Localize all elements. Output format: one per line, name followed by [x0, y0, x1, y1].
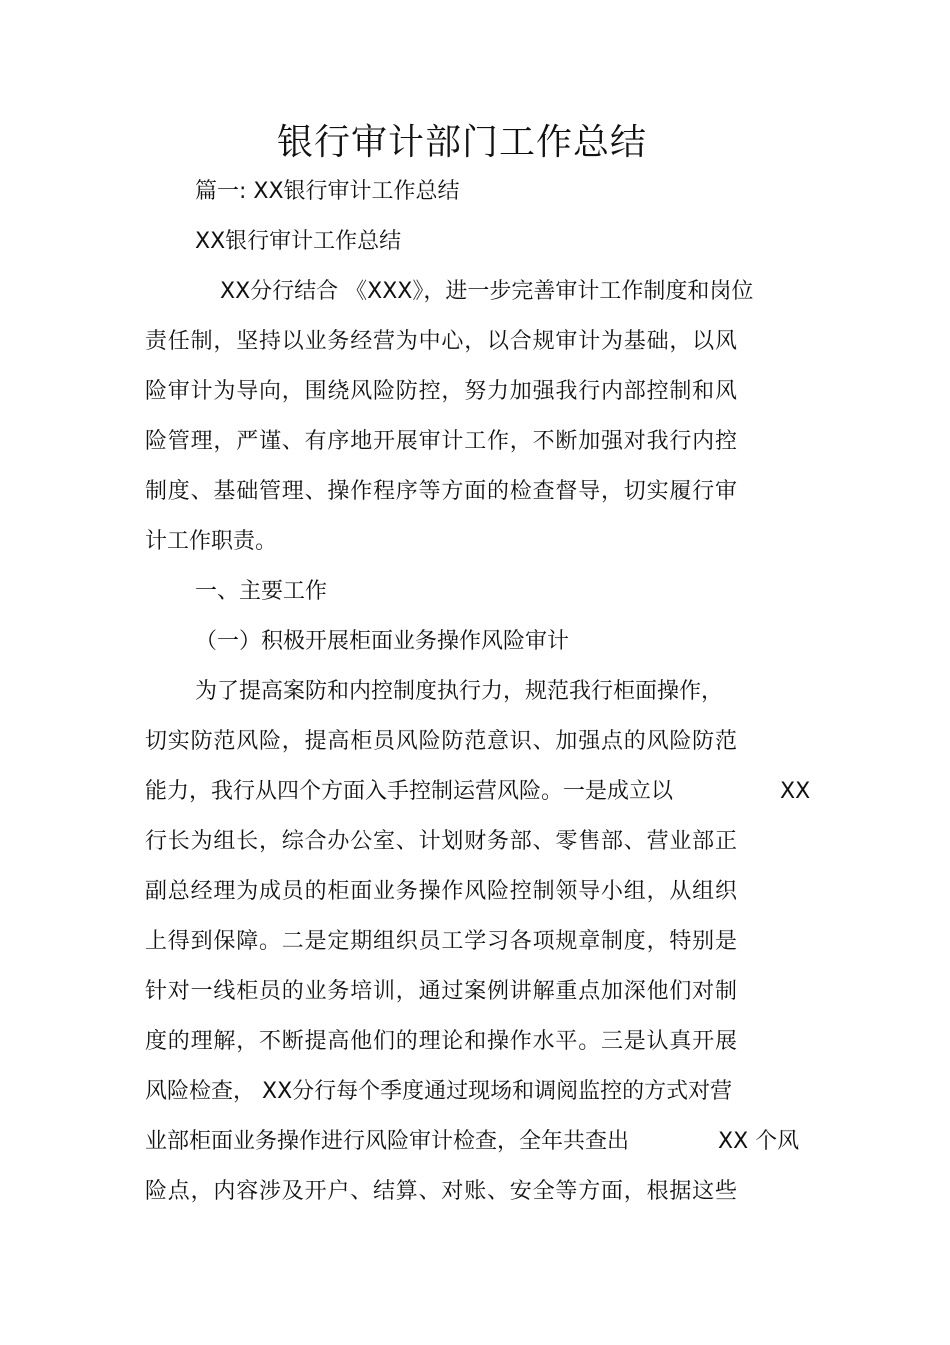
body-line-2: 切实防范风险，提高柜员风险防范意识、加强点的风险防范 [145, 729, 737, 754]
intro-line-4: 险管理，严谨、有序地开展审计工作，不断加强对我行内控 [145, 429, 737, 454]
body-line-4: 行长为组长，综合办公室、计划财务部、零售部、营业部正 [145, 829, 737, 854]
body-line-10: 业部柜面业务操作进行风险审计检查，全年共查出 [145, 1129, 630, 1154]
body-line-3: 能力，我行从四个方面入手控制运营风险。一是成立以 [145, 779, 674, 804]
intro-line-5: 制度、基础管理、操作程序等方面的检查督导，切实履行审 [145, 479, 737, 504]
body-line-7: 针对一线柜员的业务培训，通过案例讲解重点加深他们对制 [145, 979, 737, 1004]
subsection-heading: （一）积极开展柜面业务操作风险审计 [195, 629, 570, 654]
body-line-9: 风险检查， XX分行每个季度通过现场和调阅监控的方式对营 [145, 1079, 733, 1104]
section-heading: 一、主要工作 [195, 579, 328, 604]
body-line-3-tail: XX [780, 779, 811, 804]
body-line-10-tail: XX 个风 [718, 1129, 800, 1154]
body-line-11: 险点，内容涉及开户、结算、对账、安全等方面，根据这些 [145, 1179, 737, 1204]
document-title: 银行审计部门工作总结 [276, 122, 647, 163]
body-line-5: 副总经理为成员的柜面业务操作风险控制领导小组，从组织 [145, 879, 737, 904]
intro-line-2: 责任制，坚持以业务经营为中心，以合规审计为基础，以风 [145, 329, 737, 354]
intro-line-6: 计工作职责。 [145, 529, 278, 554]
subheading: XX银行审计工作总结 [195, 229, 402, 254]
body-line-1: 为了提高案防和内控制度执行力，规范我行柜面操作， [195, 679, 724, 704]
body-line-6: 上得到保障。二是定期组织员工学习各项规章制度，特别是 [145, 929, 737, 954]
intro-line-3: 险审计为导向，围绕风险防控，努力加强我行内部控制和风 [145, 379, 737, 404]
intro-line-1: XX分行结合 《XXX》，进一步完善审计工作制度和岗位 [220, 279, 754, 304]
body-line-8: 度的理解，不断提高他们的理论和操作水平。三是认真开展 [145, 1029, 737, 1054]
article-heading: 篇一: XX银行审计工作总结 [195, 179, 460, 204]
